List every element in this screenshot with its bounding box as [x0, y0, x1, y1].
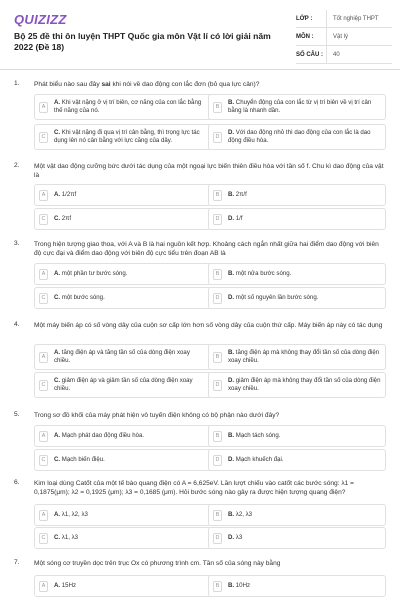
option-letter: C [39, 533, 48, 544]
meta-key: LỚP : [296, 15, 313, 22]
option-d[interactable] [208, 287, 386, 309]
option-a[interactable] [34, 344, 212, 370]
option-letter: B [213, 431, 222, 442]
option-letter: D [213, 455, 222, 466]
option-letter: C [39, 293, 48, 304]
option-letter: A [39, 510, 48, 521]
option-text: D. Mạch khuếch đại. [228, 456, 284, 463]
option-text: D. một số nguyên lần bước sóng. [228, 294, 319, 301]
option-d[interactable] [208, 372, 386, 398]
option-text: B. tăng điện áp mà không thay đổi tần số của dòng điện xoay chiều. [228, 349, 380, 364]
meta-value: Tốt nghiệp THPT [326, 10, 392, 27]
option-letter: B [213, 269, 222, 280]
option-a[interactable] [34, 263, 212, 285]
option-text: A. λ1, λ2, λ3 [54, 511, 88, 518]
option-c[interactable] [34, 208, 212, 230]
option-text: A. 1/2πf [54, 191, 77, 198]
option-letter: A [39, 431, 48, 442]
question-number: 3. [14, 240, 20, 247]
question-text: Phát biểu nào sau đây sai khi nói về dao động con lắc đơn (bỏ qua lực cản)? [34, 81, 260, 88]
option-b[interactable] [208, 344, 386, 370]
option-a[interactable] [34, 504, 212, 526]
option-c[interactable] [34, 287, 212, 309]
question-number: 2. [14, 162, 20, 169]
option-letter: D [213, 380, 222, 391]
option-text: A. Mạch phát dao động điều hòa. [54, 432, 145, 439]
option-d[interactable] [208, 449, 386, 471]
meta-value: Vật lý [326, 28, 392, 45]
question-text: Một máy biến áp có số vòng dây của cuộn sơ cấp lớn hơn số vòng dây của cuộn thứ cấp. Máy biến áp này có tác dụng [34, 322, 383, 329]
option-text: D. Với dao động nhỏ thì dao động của con lắc là dao động điều hòa. [228, 129, 371, 144]
question-number: 4. [14, 321, 20, 328]
option-letter: A [39, 190, 48, 201]
option-text: B. Chuyển động của con lắc từ vị trí biên về vị trí cân bằng là nhanh dần. [228, 99, 372, 114]
option-c[interactable] [34, 527, 212, 549]
option-letter: D [213, 533, 222, 544]
question-number: 6. [14, 479, 20, 486]
option-a[interactable] [34, 425, 212, 447]
option-text: D. giảm điện áp mà không thay đổi tần số của dòng điện xoay chiều. [228, 377, 381, 392]
option-a[interactable] [34, 184, 212, 206]
option-text: D. 1/f [228, 215, 243, 222]
option-letter: D [213, 293, 222, 304]
option-letter: B [213, 510, 222, 521]
option-letter: A [39, 581, 48, 592]
option-text: A. một phần tư bước sóng. [54, 270, 128, 277]
option-letter: A [39, 102, 48, 113]
option-letter: D [213, 132, 222, 143]
option-letter: D [213, 214, 222, 225]
option-a[interactable] [34, 94, 212, 120]
option-d[interactable] [208, 124, 386, 150]
option-text: A. Khi vật nặng ở vị trí biên, cơ năng của con lắc bằng thế năng của nó. [54, 99, 202, 114]
option-text: A. 15Hz [54, 582, 77, 589]
option-text: D. λ3 [228, 534, 243, 541]
option-letter: B [213, 190, 222, 201]
option-letter: B [213, 352, 222, 363]
option-b[interactable] [208, 263, 386, 285]
option-text: B. Mạch tách sóng. [228, 432, 281, 439]
meta-key: SỐ CÂU : [296, 51, 323, 58]
option-c[interactable] [34, 372, 212, 398]
option-letter: B [213, 581, 222, 592]
question-text: Trong hiện tượng giao thoa, với A và B là hai nguồn kết hợp. Khoảng cách ngắn nhất giữa hai điểm dao động với biên độ cực đại và điểm dao động với biên độ cực tiểu trên đoạn AB là [34, 241, 379, 257]
option-text: C. Mạch biến điệu. [54, 456, 105, 463]
meta-row-class [296, 10, 392, 28]
option-c[interactable] [34, 124, 212, 150]
option-text: B. λ2, λ3 [228, 511, 253, 518]
option-letter: C [39, 132, 48, 143]
worksheet-header [0, 0, 400, 70]
option-a[interactable] [34, 575, 212, 597]
option-b[interactable] [208, 504, 386, 526]
question-number: 5. [14, 411, 20, 418]
worksheet-title: Bộ 25 đề thi ôn luyện THPT Quốc gia môn Vật lí có lời giải năm 2022 (Đề 18) [14, 31, 271, 52]
option-text: B. một nửa bước sóng. [228, 270, 292, 277]
option-letter: A [39, 352, 48, 363]
question-text: Một vật dao động cưỡng bức dưới tác dụng của một ngoại lực biến thiên điều hòa với tần số f. Chu kì dao động của vật là [34, 163, 384, 179]
question-text: Kim loại dùng Catốt của một tế bào quang điện có A = 6,625eV. Lần lượt chiếu vào catốt các bước sóng: λ1 = 0,1875(μm); λ2 = 0,1925 (μm); λ3 = 0,1685 (μm). Hỏi bước sóng nào gây ra được hiện tượng quang điện? [34, 480, 355, 496]
option-b[interactable] [208, 184, 386, 206]
option-d[interactable] [208, 208, 386, 230]
option-d[interactable] [208, 527, 386, 549]
option-letter: A [39, 269, 48, 280]
option-text: B. 10Hz [228, 582, 251, 589]
option-c[interactable] [34, 449, 212, 471]
option-letter: C [39, 214, 48, 225]
worksheet-meta [296, 10, 392, 64]
question-number: 7. [14, 559, 20, 566]
option-text: B. 2π/f [228, 191, 247, 198]
option-text: C. 2πf [54, 215, 72, 222]
option-b[interactable] [208, 425, 386, 447]
option-text: C. giảm điện áp và giảm tần số của dòng điện xoay chiều. [54, 377, 193, 392]
question-text: Trong sơ đồ khối của máy phát hiện vô tuyến điện không có bộ phận nào dưới đây? [34, 412, 280, 419]
option-letter: C [39, 455, 48, 466]
option-letter: C [39, 380, 48, 391]
option-letter: B [213, 102, 222, 113]
meta-row-subject [296, 28, 392, 46]
meta-key: MÔN : [296, 33, 314, 40]
option-text: C. một bước sóng. [54, 294, 105, 301]
option-b[interactable] [208, 575, 386, 597]
meta-row-question-count [296, 46, 392, 64]
option-text: A. tăng điện áp và tăng tần số của dòng điện xoay chiều. [54, 349, 190, 364]
question-number: 1. [14, 80, 20, 87]
option-b[interactable] [208, 94, 386, 120]
meta-value: 40 [326, 46, 392, 63]
option-text: C. λ1, λ3 [54, 534, 79, 541]
question-text: Một sóng cơ truyền dọc trên trục Ox có phương trình cm. Tần số của sóng này bằng [34, 560, 281, 567]
option-text: C. Khi vật nặng đi qua vị trí cân bằng, thì trọng lực tác dụng lên nó cân bằng với lực căng của dây. [54, 129, 200, 144]
quizizz-logo: QUIZIZZ [14, 12, 67, 27]
